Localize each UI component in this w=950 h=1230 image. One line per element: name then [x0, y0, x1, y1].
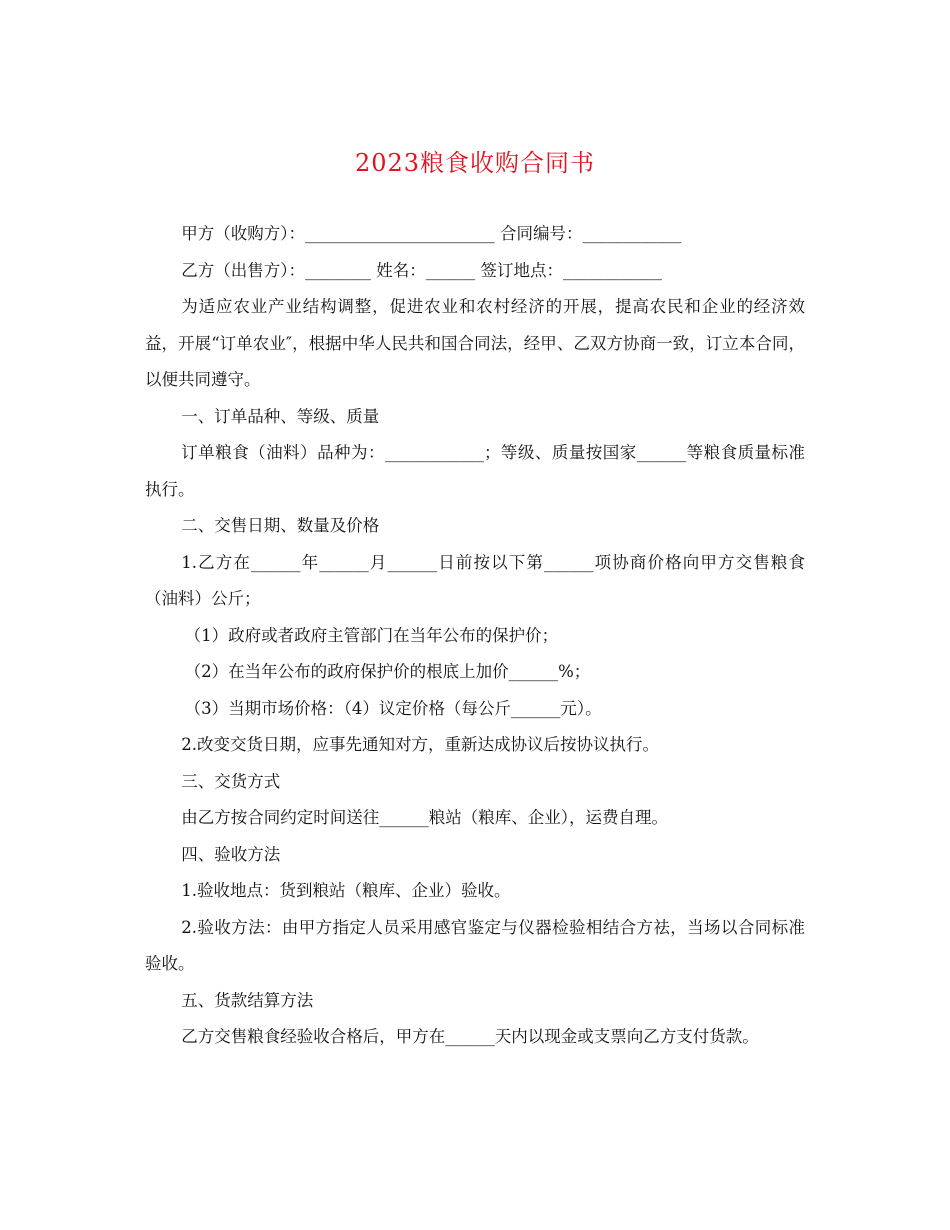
price-option-2: （2）在当年公布的政府保护价的根底上加价______%； — [184, 662, 591, 681]
inspection-method-paragraph: 2.验收方法：由甲方指定人员采用感官鉴定与仪器检验相结合方祛，当场以合同标准验收。 — [145, 917, 805, 973]
section-heading-5: 五、货款结算方法 — [181, 990, 314, 1010]
delivery-date-paragraph: 1.乙方在______年______月______日前按以下第______项协商价格向甲方交售粮食（油料）公斤； — [145, 552, 805, 608]
contract-body — [145, 216, 805, 1056]
section-heading-2: 二、交售日期、数量及价格 — [181, 516, 380, 535]
party-a-line: 甲方（收购方）：_______________________ 合同编号：____________ — [181, 224, 682, 243]
payment-paragraph: 乙方交售粮食经验收合格后，甲方在______天内以现金或支票向乙方支付货款。 — [181, 1027, 759, 1046]
preamble-paragraph: 为适应农业产业结构调整，促进农业和农村经济的开展，提高农民和企业的经济效益，开展“订单农业″，根据中华人民共和国合同法，经甲、乙双方协商一致，订立本合同，以便共同遵守。 — [145, 297, 805, 389]
date-change-paragraph: 2.改变交货日期，应事先通知对方，重新达成协议后按协议执行。 — [181, 735, 660, 754]
document-title: 2023粮食收购合同书 — [354, 149, 596, 177]
price-option-1: （1）政府或者政府主管部门在当年公布的保护价； — [184, 625, 559, 645]
delivery-method-paragraph: 由乙方按合同约定时间送往______粮站（粮库、企业），运费自理。 — [181, 808, 669, 827]
party-b-line: 乙方（出售方）：________ 姓名：______ 签订地点：____________ — [181, 260, 663, 280]
price-option-3-4: （3）当期市场价格：（4）议定价格（每公斤______元）。 — [184, 698, 602, 718]
section-heading-1: 一、订单品种、等级、质量 — [181, 406, 380, 426]
variety-paragraph: 订单粮食（油料）品种为：____________；等级、质量按国家______等粮食质量标准执行。 — [145, 443, 805, 499]
section-heading-4: 四、验收方法 — [181, 844, 281, 864]
section-heading-3: 三、交货方式 — [181, 771, 281, 791]
inspection-location-paragraph: 1.验收地点：货到粮站（粮库、企业）验收。 — [181, 881, 511, 900]
